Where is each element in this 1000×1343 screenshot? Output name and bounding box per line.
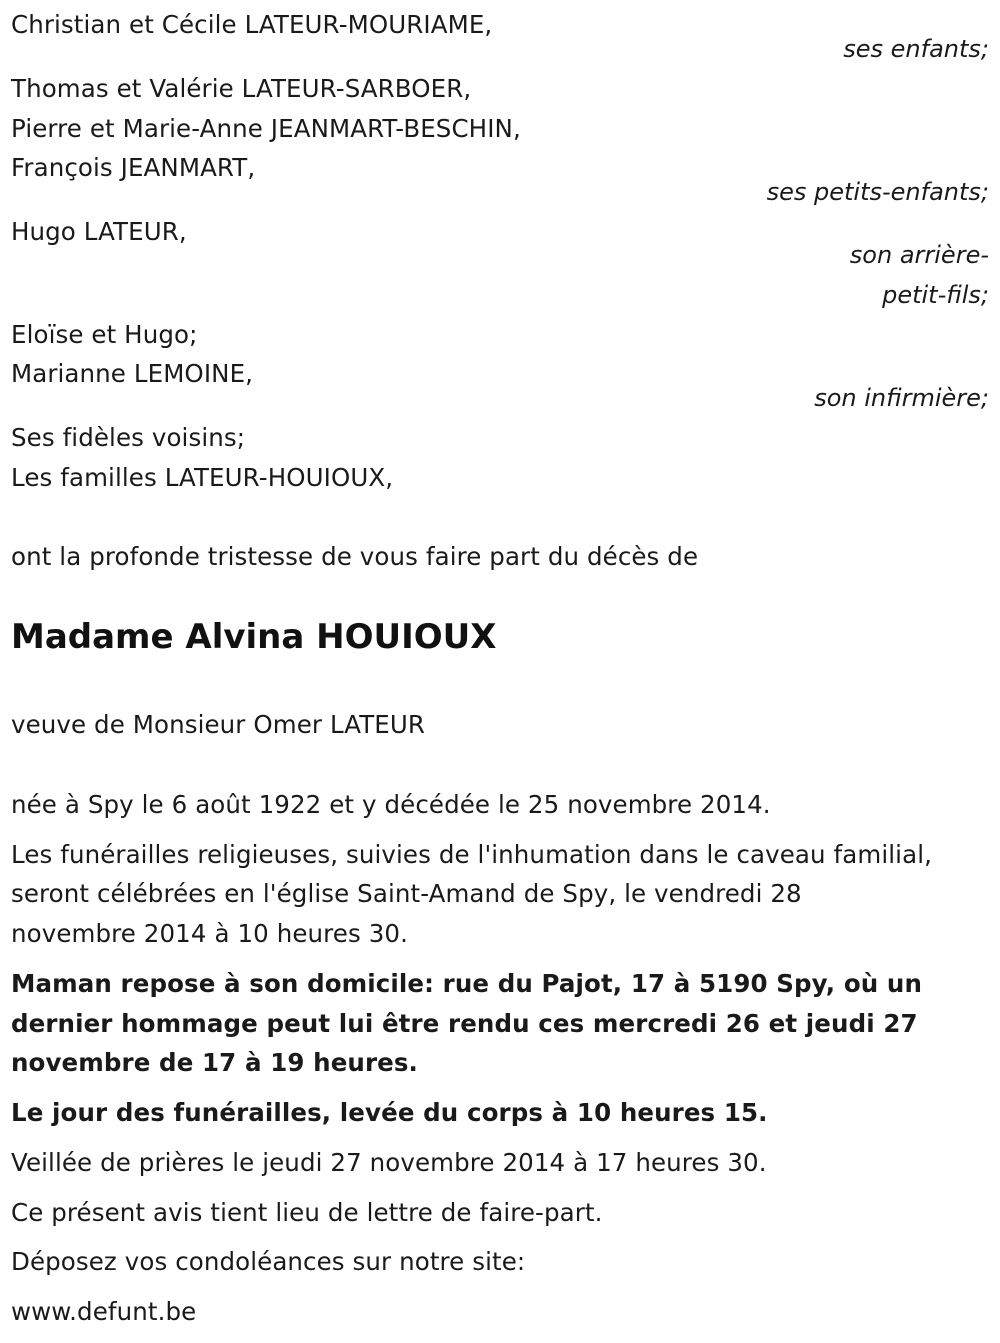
rest-line-1: Maman repose à son domicile: rue du Pajot, 17 à 5190 Spy, où un	[11, 969, 923, 998]
condolences-line: Déposez vos condoléances sur notre site:	[11, 1247, 526, 1276]
great-grandchild-role-line-1: son arrière-	[849, 241, 989, 269]
great-grandchild-name: Hugo LATEUR,	[11, 217, 187, 246]
widow-of-line: veuve de Monsieur Omer LATEUR	[11, 710, 426, 739]
grandchild-line-3: François JEANMART,	[11, 153, 256, 182]
birth-death-line: née à Spy le 6 août 1922 et y décédée le 25 novembre 2014.	[11, 790, 771, 819]
deceased-name: Madame Alvina HOUIOUX	[11, 617, 497, 657]
funeral-line-1: Les funérailles religieuses, suivies de l'inhumation dans le caveau familial,	[11, 840, 932, 869]
grandchild-line-1: Thomas et Valérie LATEUR-SARBOER,	[11, 74, 472, 103]
funeral-line-2: seront célébrées en l'église Saint-Amand de Spy, le vendredi 28	[11, 879, 802, 908]
grandchild-line-2: Pierre et Marie-Anne JEANMART-BESCHIN,	[11, 114, 521, 143]
nurse-role: son infirmière;	[814, 384, 989, 412]
funeral-line-3: novembre 2014 à 10 heures 30.	[11, 919, 408, 948]
neighbours-line: Ses fidèles voisins;	[11, 423, 246, 452]
children-names: Christian et Cécile LATEUR-MOURIAME,	[11, 10, 493, 39]
notice-line: Ce présent avis tient lieu de lettre de faire-part.	[11, 1198, 603, 1227]
website-link[interactable]: www.defunt.be	[11, 1297, 197, 1326]
rest-line-3: novembre de 17 à 19 heures.	[11, 1048, 418, 1077]
levee-line: Le jour des funérailles, levée du corps à 10 heures 15.	[11, 1098, 768, 1127]
grandchildren-role: ses petits-enfants;	[766, 178, 989, 206]
vigil-line: Veillée de prières le jeudi 27 novembre 2014 à 17 heures 30.	[11, 1148, 767, 1177]
nurse-name: Marianne LEMOINE,	[11, 359, 254, 388]
announcement-text: ont la profonde tristesse de vous faire part du décès de	[11, 542, 699, 571]
great-grandchild-role-line-2: petit-fils;	[882, 281, 989, 309]
others-line: Eloïse et Hugo;	[11, 320, 198, 349]
rest-line-2: dernier hommage peut lui être rendu ces mercredi 26 et jeudi 27	[11, 1009, 918, 1038]
families-line: Les familles LATEUR-HOUIOUX,	[11, 463, 394, 492]
children-role: ses enfants;	[843, 35, 989, 63]
